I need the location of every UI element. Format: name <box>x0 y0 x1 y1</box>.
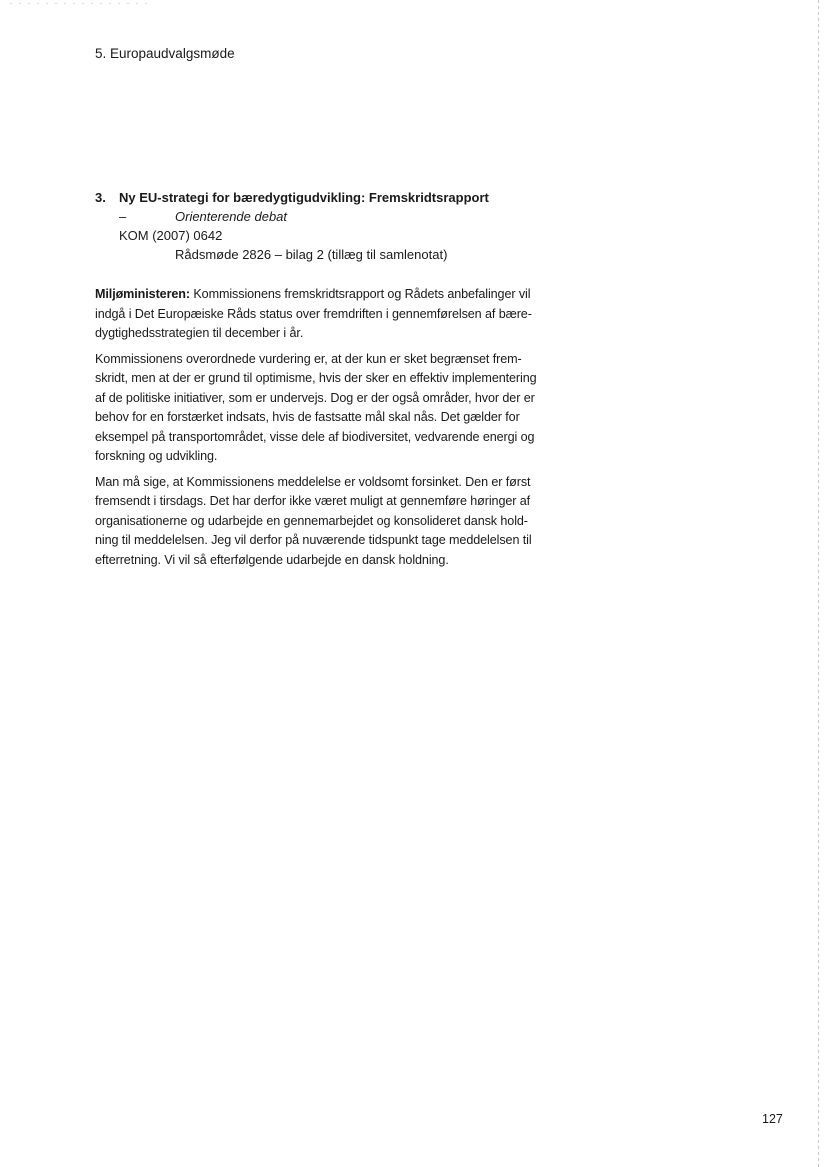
scan-artifact <box>10 3 150 4</box>
text-line: ning til meddelelsen. Jeg vil derfor på nuværende tidspunkt tage meddelelsen til <box>95 533 532 547</box>
agenda-title-row <box>95 188 489 207</box>
agenda-meeting: Rådsmøde 2826 – bilag 2 (tillæg til samlenotat) <box>175 247 448 262</box>
agenda-title: Ny EU-strategi for bæredygtigudvikling: Fremskridtsrapport <box>119 190 489 205</box>
text-line: dygtighedsstrategien til december i år. <box>95 326 304 340</box>
agenda-reference: KOM (2007) 0642 <box>119 228 223 243</box>
text-line: efterretning. Vi vil så efterfølgende udarbejde en dansk holdning. <box>95 552 449 567</box>
paragraph <box>95 285 570 344</box>
page-header: 5. Europaudvalgsmøde <box>95 46 235 61</box>
text-line: af de politiske initiativer, som er undervejs. Dog er der også områder, hvor der er <box>95 390 535 405</box>
agenda-dash: – <box>119 209 127 224</box>
text-line <box>95 285 570 305</box>
text-line: eksempel på transportområdet, visse dele af biodiversitet, vedvarende energi og <box>95 429 535 444</box>
agenda-subtitle: Orienterende debat <box>175 209 288 224</box>
page-edge <box>818 0 819 1167</box>
text-line: organisationerne og udarbejde en gennemarbejdet og konsolideret dansk hold- <box>95 513 528 528</box>
agenda-subtitle-row <box>95 207 489 226</box>
speaker-label: Miljøministeren: <box>95 287 190 301</box>
text-line-content: Kommissionens fremskridtsrapport og Rådets anbefalinger vil <box>189 287 531 301</box>
paragraph <box>95 473 570 571</box>
text-line: fremsendt i tirsdags. Det har derfor ikke været muligt at gennemføre høringer af <box>95 494 531 508</box>
body-text <box>95 285 570 576</box>
page-number: 127 <box>762 1112 783 1126</box>
text-line: Kommissionens overordnede vurdering er, at der kun er sket begrænset frem- <box>95 351 522 366</box>
text-line: forskning og udvikling. <box>95 449 218 463</box>
agenda-number: 3. <box>95 190 106 205</box>
text-line: skridt, men at der er grund til optimisme, hvis der sker en effektiv implementering <box>95 371 537 385</box>
text-line: behov for en forstærket indsats, hvis de fastsatte mål skal nås. Det gælder for <box>95 410 520 424</box>
paragraph <box>95 350 570 467</box>
text-line: indgå i Det Europæiske Råds status over fremdriften i gennemførelsen af bære- <box>95 306 532 321</box>
text-line: Man må sige, at Kommissionens meddelelse er voldsomt forsinket. Den er først <box>95 474 531 489</box>
agenda-item <box>95 188 489 264</box>
